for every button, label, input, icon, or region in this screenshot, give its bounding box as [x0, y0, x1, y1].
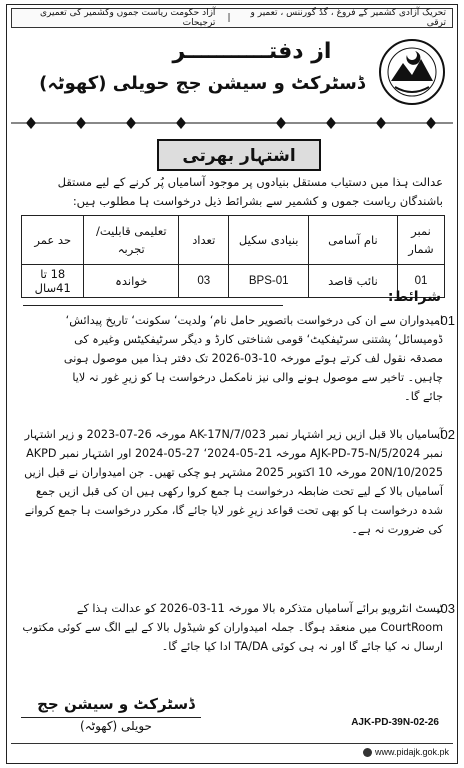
clause-1 [21, 311, 455, 406]
reference-number: AJK-PD-39N-02-26 [351, 717, 439, 728]
clause-3-text: ٹیسٹ انٹرویو برائے آسامیاں متذکرہ بالا مورخہ 11-03-2026 کو عدالت ہذا کے CourtRoom میں منعقد ہوگا۔ جملہ امیدواران کو شیڈول بالا کے لیے الگ سے کوئی مکتوب ارسال نہ کیا جائے گا اور نہ ہی کوئی TA/DA ادا کیا جائے گا۔ [22, 602, 443, 653]
clause-1-text: امیدواران سے ان کی درخواست باتصویر حامل نام‘ ولدیت‘ سکونت‘ تاریخ پیدائش‘ ڈومیسائل‘ پشتنی سرٹیفکیٹ‘ قومی شناختی کارڈ و دیگر سرٹیفکیٹس وغیرہ کی مصدقہ نقول لف کرتے ہوئے مورخہ 10-03-2026 تک دفتر ہذا میں موصول ہونی چاہیں۔ تاخیر سے موصول ہونے والی نیز نامکمل درخواست ہا کو زیرِ غور نہ لایا جائے گا۔ [63, 314, 443, 403]
table-row [22, 265, 445, 298]
clause-2-text: آسامیاں بالا قبل ازیں زیر اشتہار نمبر AK-17N/7/023 مورخہ 26-07-2023 و زیر اشتہار نمبر AJK-PD-75-N/5/2024 مورخہ 21-05-2024‘ 27-05-2024 اور اشتہار نمبر AKPD 20N/10/2025 مورخہ 10 اکتوبر 2025 مشتہر ہو چکی تھیں۔ جن امیدواران نے قبل ازیں آسامیاں بالا کے لیے تحت ضابطہ درخواست ہا جمع کروا رکھی ہیں ان کی قبل ازیں جمع شدہ درخواست ہا کو بھی تحت قواعد زیرِ غور لایا جائے گا، مکرر درخواست ہا جمع کروانے کی ضرورت نہ ہے۔ [24, 428, 443, 536]
header-qualification: تعلیمی قابلیت/ تجربہ [84, 216, 179, 265]
clause-2-number: .02 [436, 427, 455, 442]
banner-separator: | [227, 13, 231, 23]
cell-scale: BPS-01 [229, 265, 309, 298]
signature-divider [21, 717, 201, 718]
website-link[interactable] [363, 747, 449, 757]
header-age: حد عمر [22, 216, 84, 265]
header-serial: نمبر شمار [397, 216, 444, 265]
cell-qualification: خواندہ [84, 265, 179, 298]
cell-count: 03 [179, 265, 229, 298]
office-title: از دفتـــــــــــر [172, 39, 332, 64]
banner-right-text: تحریک آزادی کشمیر کے فروغ ، گڈ گورننس ، تعمیر و ترقی [250, 8, 446, 28]
recruitment-headline: اشتہار بھرتی [157, 139, 321, 171]
intro-paragraph: عدالت ہذا میں دستیاب مستقل بنیادوں پر موجود آسامیاں پُر کرنے کے لیے مستقل باشندگان ریاست جموں و کشمیر سے بشرائط ذیل درخواست ہا مطلوب ہیں: [57, 175, 443, 208]
footer [11, 743, 453, 762]
globe-icon [363, 748, 372, 757]
advertisement-page [6, 4, 458, 764]
cell-serial: 01 [397, 265, 444, 298]
clause-3-number: .03 [436, 601, 455, 616]
website-text: www.pidajk.gok.pk [374, 747, 449, 757]
header [11, 31, 453, 121]
header-post: نام آسامی [309, 216, 398, 265]
posts-table [21, 215, 445, 298]
conditions-title: شرائط: [387, 289, 441, 305]
signature-title: ڈسٹرکٹ و سیشن جج [37, 695, 195, 713]
top-banner [11, 8, 453, 28]
signature-block [21, 695, 211, 733]
header-scale: بنیادی سکیل [229, 216, 309, 265]
clause-2 [21, 425, 455, 539]
header-count: تعداد [179, 216, 229, 265]
table-header-row [22, 216, 445, 265]
clause-3 [21, 599, 455, 656]
signature-place: حویلی (کھوٹہ) [80, 719, 152, 733]
conditions-divider [23, 305, 283, 306]
cell-age: 18 تا 41سال [22, 265, 84, 298]
decorative-leaf-border [11, 113, 453, 133]
ajk-emblem-icon [377, 37, 447, 107]
court-title: ڈسٹرکٹ و سیشن جج حویلی (کھوٹہ) [39, 73, 365, 94]
cell-post: نائب قاصد [309, 265, 398, 298]
banner-left-text: آزاد حکومت ریاست جموں وکشمیر کی تعمیری ترجیحات [39, 8, 216, 28]
clause-1-number: .01 [436, 313, 455, 328]
